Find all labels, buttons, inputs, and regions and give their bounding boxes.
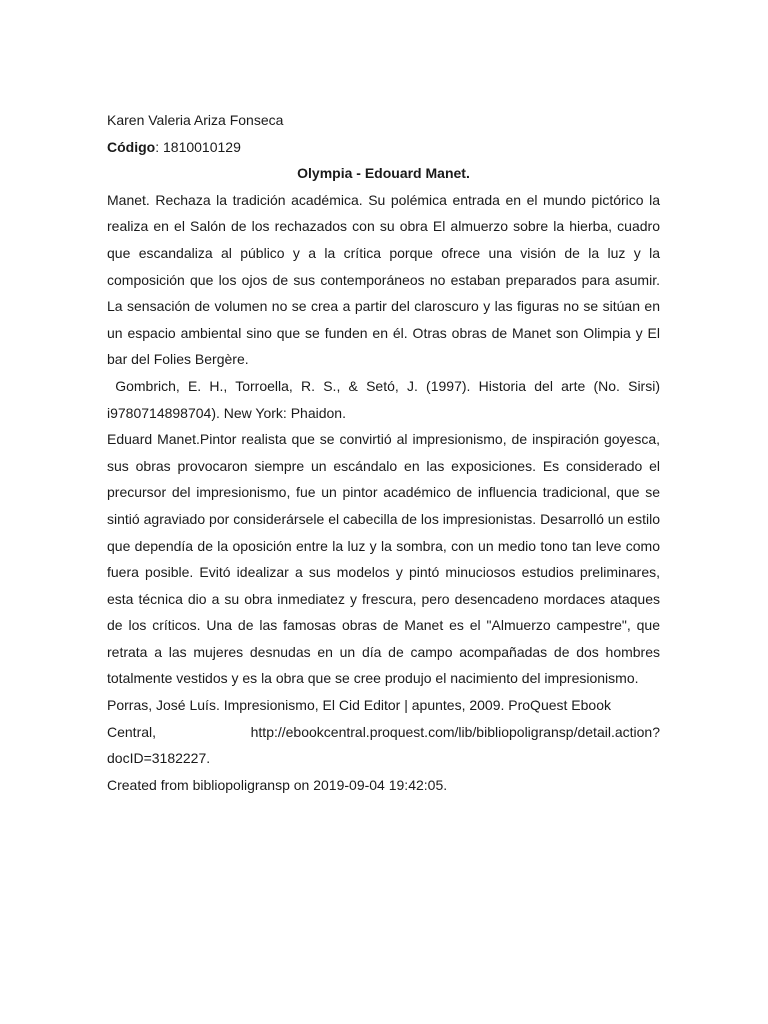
citation-porras-docid: docID=3182227. xyxy=(107,750,211,767)
footer-created-from: Created from bibliopoligransp on 2019-09-04 19:42:05. xyxy=(107,776,448,793)
code-value: 1810010129 xyxy=(163,138,241,155)
paragraph-manet-intro: Manet. Rechaza la tradición académica. Su polémica entrada en el mundo pictórico la realiza en el Salón de los rechazados con su obra El almuerzo sobre la hierba, cuadro que escandaliza al público y a la crítica porque ofrece una visión de la luz y la composición que los ojos de sus contemporáneos no estaban preparados para asumir. La sensación de volumen no se crea a partir del claroscuro y las figuras no se sitúan en un espacio ambiental sino que se funden en él. Otras obras de Manet son Olimpia y El bar del Folies Bergère. xyxy=(107,191,660,368)
paragraph-manet-impressionism: Eduard Manet.Pintor realista que se convirtió al impresionismo, de inspiración goyesca, sus obras provocaron siempre un escándalo en las exposiciones. Es considerado el precursor del impresionismo, fue un pintor académico de influencia tradicional, que se sintió agraviado por considerársele el cabecilla de los impresionistas. Desarrolló un estilo que dependía de la oposición entre la luz y la sombra, con un medio tono tan leve como fuera posible. Evitó idealizar a sus modelos y pintó minuciosos estudios preliminares, esta técnica dio a su obra inmediatez y frescura, pero desencadeno mordaces ataques de los críticos. Una de las famosas obras de Manet es el "Almuerzo campestre", que retrata a las mujeres desnudas en un día de campo acompañadas de dos hombres totalmente vestidos y es la obra que se cree produjo el nacimiento del impresionismo. xyxy=(107,431,660,687)
student-code xyxy=(107,134,660,161)
citation-porras-url-line xyxy=(107,719,660,746)
code-separator: : xyxy=(155,138,163,155)
document-title: Olympia - Edouard Manet. xyxy=(297,165,470,182)
code-label: Código xyxy=(107,138,156,155)
citation-porras-central: Central, xyxy=(107,723,157,740)
document-page xyxy=(107,107,664,798)
citation-porras xyxy=(107,692,660,772)
citation-porras-text: Porras, José Luís. Impresionismo, El Cid Editor | apuntes, 2009. ProQuest Ebook xyxy=(107,697,611,714)
citation-gombrich: Gombrich, E. H., Torroella, R. S., & Setó, J. (1997). Historia del arte (No. Sirsi) i9780714898704). New York: Phaidon. xyxy=(107,377,664,421)
citation-porras-url: http://ebookcentral.proquest.com/lib/bibliopoligransp/detail.action? xyxy=(250,723,660,740)
author-name: Karen Valeria Ariza Fonseca xyxy=(107,112,284,128)
